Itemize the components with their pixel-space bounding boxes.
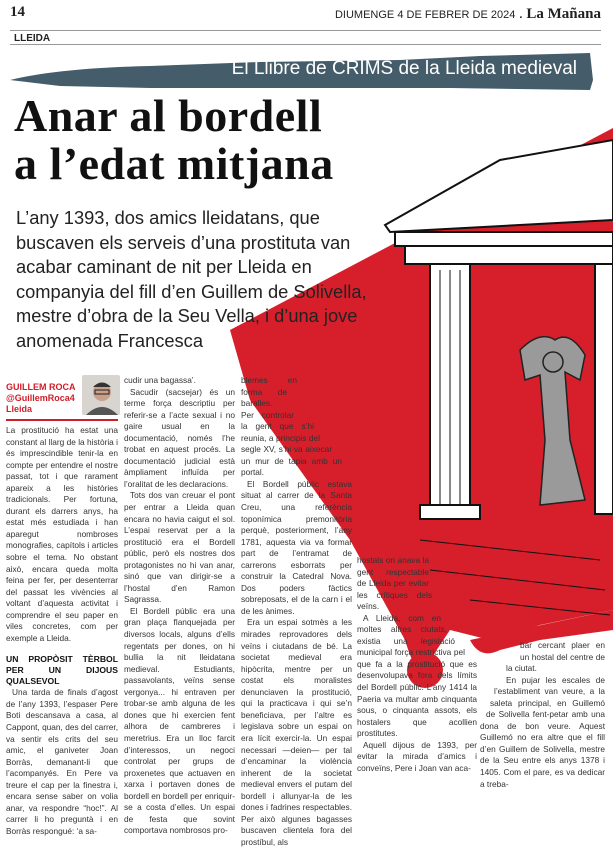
author-place: Lleida <box>6 404 33 414</box>
headline <box>14 92 334 188</box>
author-handle[interactable]: @GuillemRoca4 <box>6 393 75 403</box>
paragraph: bar cercant plaer en un hostal del centre de la ciutat. <box>506 640 605 674</box>
paragraph: Era un espai sotmès a les mirades reprovadores dels veïns i ciutadans de bé. La societat medieval era hipòcrita, mentre per un costat els moralistes denunciaven la prostitució, qui la practicava i qui se’n beneficiava, per l’altre es legislava sobre un espai on era lícit exercir-la. Un espai necessari —deien— per tal d’encaminar la violència inherent de la societat medieval envers el putam del bordell i allunyar-la de les dones i fadrines respectables. Per això algunes bagasses buscaven clientela fora del prostíbul, als <box>241 617 352 847</box>
paragraph: cudir una bagassa’. <box>124 375 196 385</box>
article-column-3 <box>241 375 352 848</box>
newspaper-logo: La Mañana <box>526 6 601 22</box>
paragraph: Aquell dijous de 1393, per evitar la mirada d’amics i conveïns, Pere i Joan van aca- <box>357 739 477 773</box>
author-name: GUILLEM ROCA <box>6 382 76 392</box>
paragraph: hostals on anava la gent respectable de Lleida per evitar les crítiques dels veïns. <box>357 555 432 612</box>
paragraph: El Bordell públic era una gran plaça flanquejada per diversos locals, alguns d’ells regentats per dones, on hi bullia la nit lleidatana medieval. Estudiants, passavolants, veïns sense vergonya... hi entraven per trobar-se amb alguna de les dones que hi exercien fent alhora de cambreres i meretrius. Era un lloc farcit d’interessos, un negoci controlat per grups de proxenetes que actuaven en xarxa i portaven dones de bordell en bordell per enriquir-se a costa d’elles. Un espai de festa que sovint comportava nombrosos pro- <box>124 605 235 836</box>
section-label: LLEIDA <box>14 33 51 44</box>
page-number: 14 <box>10 4 25 20</box>
paragraph: Tots dos van creuar el pont per entrar a Lleida quan encara no havia caigut el sol. L’espai reservat per a la prostitució era el Bordell públic, però els nostres dos protagonistes no hi van anar, sinó que van dirigir-se a l’hostal d’en Ramon Sagrassa. <box>124 490 235 605</box>
paragraph: La prostitució ha estat una constant al llarg de la història i és imprescindible tenir-la en compte per entendre el nostre passat, tot i que rarament apareix a les històries tradicionals. Per fortuna, durant els darrers anys, ha estat més estudiada i han aparegut nombroses monografies, capítols i articles sobre el tema. No obstant això, encara queda molta feina per fer, per desenterrar del passat les vivències al voltant d’aquesta activitat i comprendre el seu paper en viles concretes, com per exemple a Lleida. <box>6 425 118 643</box>
paragraph: Una tarda de finals d’agost de l’any 1393, l’espaser Pere Boti descansava a casa, al Cappont, quan, des del carrer, va sentir els crits del seu amic, el ganiveter Joan Borràs, demanant-li que l’acompanyés. En Pere va treure el cap per la finestra i, encara sense saber on volia anar, va respondre “hoc!”. Al carrer li ho preguntà i en Borràs respongué: ‘a sa- <box>6 687 118 836</box>
series-title: El Llibre de CRIMS de la Lleida medieval <box>231 58 577 79</box>
deck: L’any 1393, dos amics lleidatans, que buscaven els serveis d’una prostituta van acabar caminant de nit per Lleida en companyia del fill d’en Guillem de Solivella, mestre d’obra de la Seu Vella, i d’una jove anomenada Francesca <box>16 207 367 351</box>
article-column-5 <box>480 640 605 790</box>
byline-rule <box>6 419 118 421</box>
paragraph: El Bordell públic estava situat al carrer de la Santa Creu, una referència toponímica premonitòria perquè, posteriorment, l’any 1781, aquesta via va formar part de l’entramat de carrerons esborrats per construir la Catedral Nova. Dos poders fàctics sobreposats, el de la carn i el de les ànimes. <box>241 478 352 616</box>
headline-line-1: Anar al bordell <box>14 90 323 141</box>
date: DIUMENGE 4 DE FEBRER DE 2024 <box>334 9 516 21</box>
paragraph: A Lleida, com en moltes altres ciutats, existia una legislació municipal força restrictiva pel que fa a la prostitució que es desenvolupava fora dels límits del Bordell públic. L’any 1414 la Paeria va multar amb cinquanta sous, o cinquanta assots, els hostalers que acollien prostitutes. <box>357 612 477 739</box>
headline-line-2: a l’edat mitjana <box>14 138 334 189</box>
paragraph: blemes en forma de baralles. Per controlar la gent que s’hi reunia, a principis del segle XV, s’hi va aixecar un mur de tapia amb un portal. <box>241 375 342 478</box>
article-column-1 <box>6 425 118 838</box>
separator: . <box>519 9 523 21</box>
paragraph: Sacudir (sacsejar) és un terme força descriptiu per referir-se a l’acte sexual i no gaire usual en la documentació, només l’he trobat en aquest procés. La documentació judicial està àmpliament influïda per l’oralitat de les declaracions. <box>124 386 235 489</box>
paragraph: En pujar les escales de l’establiment van veure, a la saleta principal, en Guillemó de Solivella fent-petar amb una dona de bon veure. Aquest Guillemó no era altre que el fill d’en Guillem de Solivella, mestre de la Seu entre els anys 1378 i 1405. Com el pare, es va dedicar a treba- <box>480 674 605 789</box>
subheading: UN PROPÒSIT TÈRBOL PER UN DIJOUS QUALSEVOL <box>6 654 118 687</box>
article-column-4 <box>357 555 477 774</box>
article-column-2 <box>124 375 235 837</box>
author-photo <box>82 375 120 415</box>
byline <box>6 382 76 415</box>
